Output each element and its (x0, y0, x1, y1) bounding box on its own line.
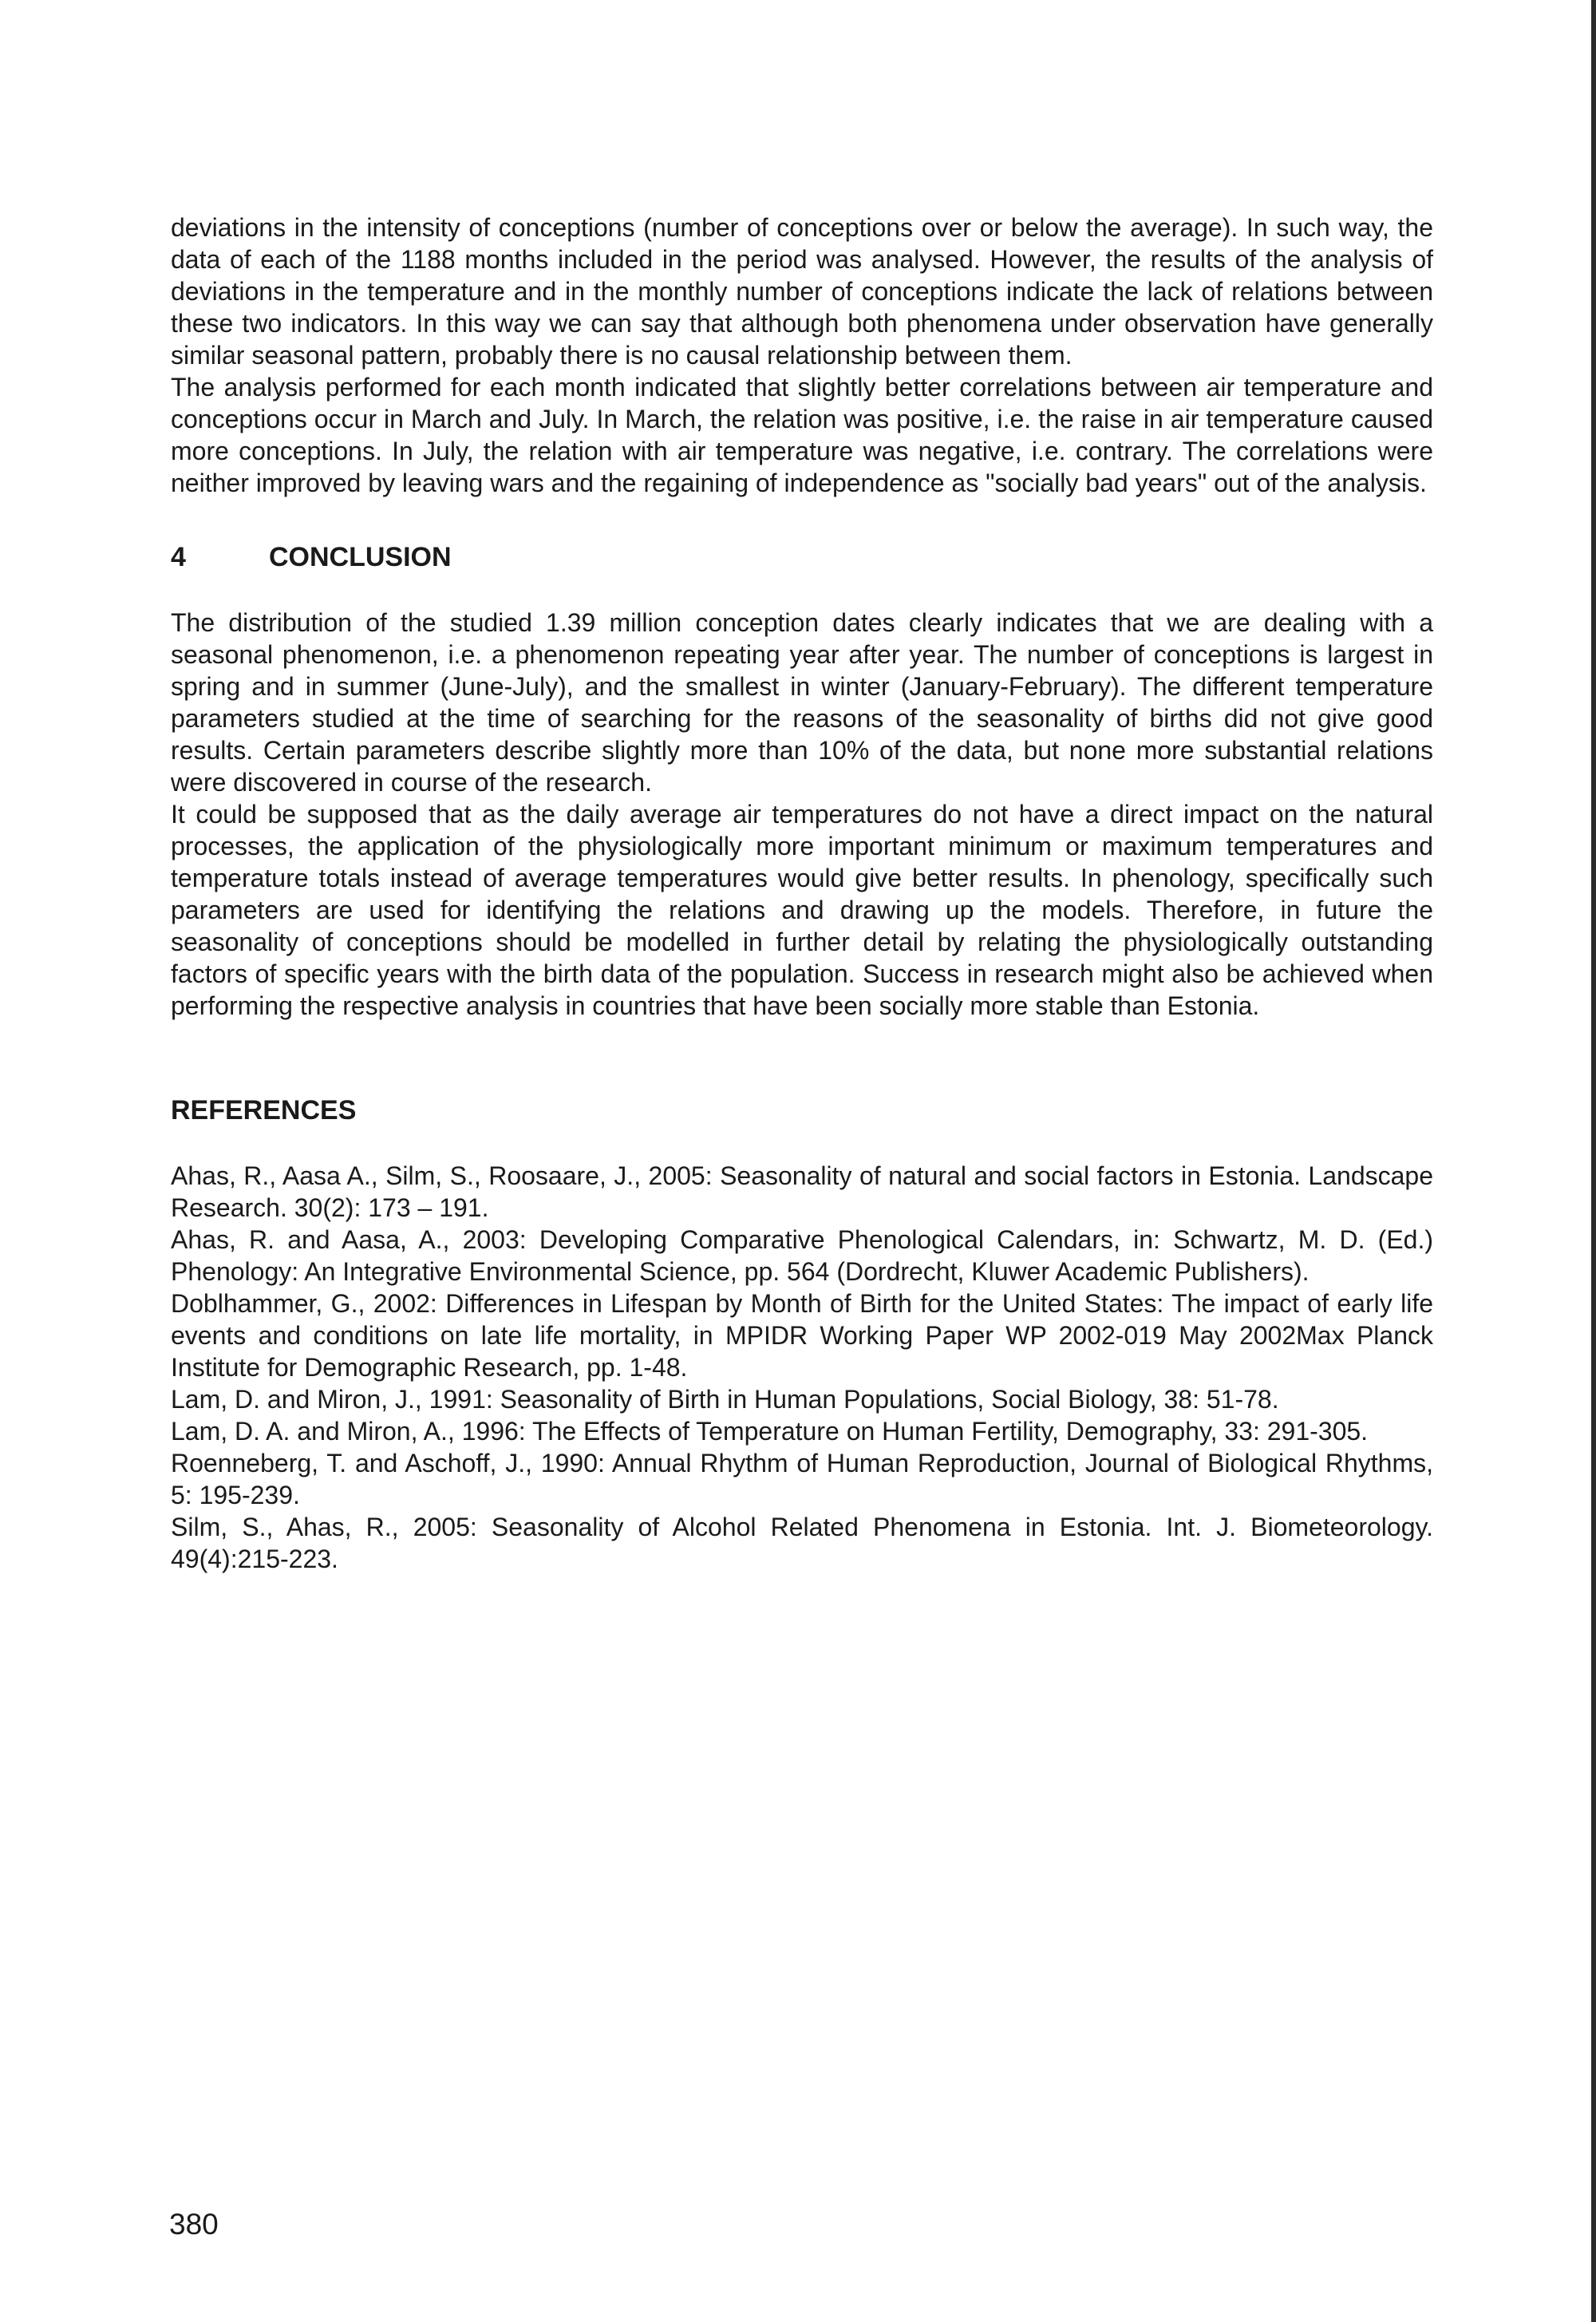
page-edge-shadow (1591, 0, 1596, 2322)
body-paragraph-1: deviations in the intensity of conceptions (number of conceptions over or below the average). In such way, the data of each of the 1188 months included in the period was analysed. However, the results of the analysis of deviations in the temperature and in the monthly number of conceptions indicate the lack of relations between these two indicators. In this way we can say that although both phenomena under observation have generally similar seasonal pattern, probably there is no causal relationship between them. (171, 213, 1433, 370)
references-heading: REFERENCES (171, 1095, 357, 1125)
conclusion-paragraph-1: The distribution of the studied 1.39 million conception dates clearly indicates that we are dealing with a seasonal phenomenon, i.e. a phenomenon repeating year after year. The number of conceptions is largest in spring and in summer (June-July), and the smallest in winter (January-February). The different temperature parameters studied at the time of searching for the reasons of the seasonality of births did not give good results. Certain parameters describe slightly more than 10% of the data, but none more substantial relations were discovered in course of the research. (171, 608, 1433, 797)
reference-list (171, 1160, 1433, 1575)
reference-item: Doblhammer, G., 2002: Differences in Lifespan by Month of Birth for the United States: The impact of early life events and conditions on late life mortality, in MPIDR Working Paper WP 2002-019 May 2002Max Planck Institute for Demographic Research, pp. 1-48. (171, 1289, 1433, 1382)
conclusion-paragraph-2: It could be supposed that as the daily average air temperatures do not have a direct impact on the natural processes, the application of the physiologically more important minimum or maximum temperatures and temperature totals instead of average temperatures would give better results. In phenology, specifically such parameters are used for identifying the relations and drawing up the models. Therefore, in future the seasonality of conceptions should be modelled in further detail by relating the physiologically outstanding factors of specific years with the birth data of the population. Success in research might also be achieved when performing the respective analysis in countries that have been socially more stable than Estonia. (171, 800, 1433, 1020)
reference-item: Lam, D. and Miron, J., 1991: Seasonality of Birth in Human Populations, Social Biology, 38: 51-78. (171, 1385, 1279, 1414)
reference-item: Roenneberg, T. and Aschoff, J., 1990: Annual Rhythm of Human Reproduction, Journal of Biological Rhythms, 5: 195-239. (171, 1449, 1433, 1509)
page-number: 380 (169, 2208, 219, 2241)
section-title: CONCLUSION (269, 542, 452, 572)
page-content (171, 212, 1433, 1575)
conclusion-heading (171, 542, 1433, 573)
body-paragraph-2: The analysis performed for each month indicated that slightly better correlations between air temperature and conceptions occur in March and July. In March, the relation was positive, i.e. the raise in air temperature caused more conceptions. In July, the relation with air temperature was negative, i.e. contrary. The correlations were neither improved by leaving wars and the regaining of independence as "socially bad years" out of the analysis. (171, 373, 1433, 497)
section-number: 4 (171, 542, 186, 572)
reference-item: Lam, D. A. and Miron, A., 1996: The Effects of Temperature on Human Fertility, Demography, 33: 291-305. (171, 1417, 1369, 1446)
reference-item: Ahas, R. and Aasa, A., 2003: Developing Comparative Phenological Calendars, in: Schwartz, M. D. (Ed.) Phenology: An Integrative Environmental Science, pp. 564 (Dordrecht, Kluwer Academic Publishers). (171, 1225, 1433, 1286)
reference-item: Silm, S., Ahas, R., 2005: Seasonality of Alcohol Related Phenomena in Estonia. Int. J. Biometeorology. 49(4):215-223. (171, 1513, 1433, 1573)
reference-item: Ahas, R., Aasa A., Silm, S., Roosaare, J., 2005: Seasonality of natural and social factors in Estonia. Landscape Research. 30(2): 173 – 191. (171, 1161, 1433, 1222)
